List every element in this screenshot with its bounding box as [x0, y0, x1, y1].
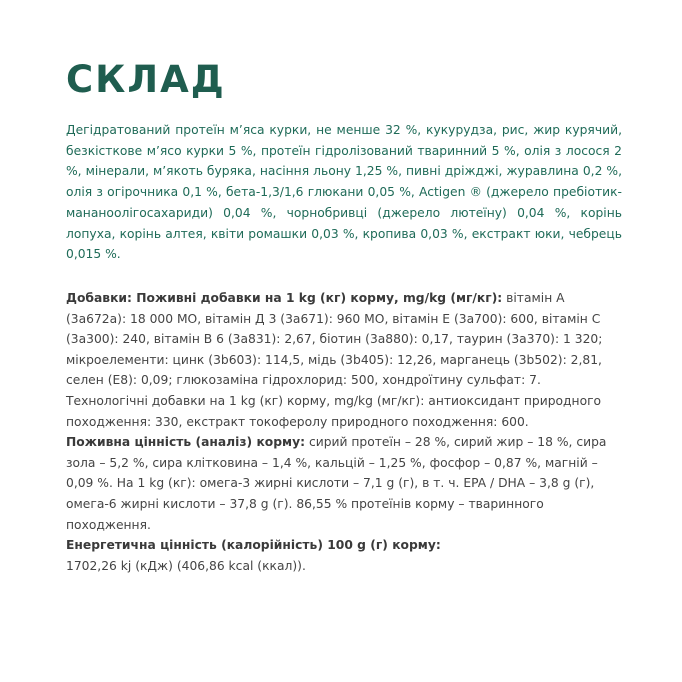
composition-text: Дегідратований протеїн м’яса курки, не менше 32 %, кукурудза, рис, жир курячий, безкісткове м’ясо курки 5 %, протеїн гідролізований тваринний 5 %, олія з лосося 2 %, мінерали, м’якоть буряка, насіння льону 1,25 %, пивні дріжджі, журавлина 0,2 %, олія з огірочника 0,1 %, бета-1,3/1,6 глюкани 0,05 %, Actigen ® (джерело пребіотик- мананоолігосахариди) 0,04 %, чорнобривці (джерело лютеїну) 0,04 %, корінь лопуха, корінь алтея, квіти ромашки 0,03 %, кропива 0,03 %, екстракт юки, чебрець 0,015 %.: [66, 123, 622, 262]
additives-block: [66, 288, 626, 576]
energy-value-line: [66, 556, 626, 577]
energy-text: 1702,26 kj (кДж) (406,86 kcal (ккал)).: [66, 558, 306, 573]
nutrition-text: сирий протеїн – 28 %, сирий жир – 18 %, сира зола – 5,2 %, сира клітковина – 1,4 %, кальцій – 1,25 %, фосфор – 0,87 %, магній – 0,09 %. На 1 kg (кг): омега-3 жирні кислоти – 7,1 g (г), в т. ч. EPA / DHA – 3,8 g (г), омега-6 жирні кислоти – 37,8 g (г). 86,55 % протеїнів корму – тваринного походження.: [66, 435, 607, 532]
energy-heading-line: [66, 535, 626, 556]
nutrition-paragraph: [66, 432, 626, 535]
nutrition-heading: Поживна цінність (аналіз) корму:: [66, 435, 306, 450]
energy-heading: Енергетична цінність (калорійність) 100 g (г) корму:: [66, 538, 441, 553]
section-title: СКЛАД: [66, 58, 226, 101]
additives-paragraph: [66, 288, 626, 432]
additives-text: вітамін А (3a672a): 18 000 МО, вітамін Д 3 (3a671): 960 МО, вітамін Е (3a700): 600, вітамін С (3a300): 240, вітамін В 6 (3a831): 2,67, біотин (3a880): 0,17, таурин (3a370): 1 320; мікроелементи: цинк (3b603): 114,5, мідь (3b405): 12,26, марганець (3b502): 2,81, селен (E8): 0,09; глюкозаміна гідрохлорид: 500, хондроїтину сульфат: 7. Технологічні добавки на 1 kg (кг) корму, mg/kg (мг/кг): антиоксидант природного походження: 330, екстракт токоферолу природного походження: 600.: [66, 291, 603, 429]
additives-heading: Добавки: Поживні добавки на 1 kg (кг) корму, mg/kg (мг/кг):: [66, 291, 503, 305]
